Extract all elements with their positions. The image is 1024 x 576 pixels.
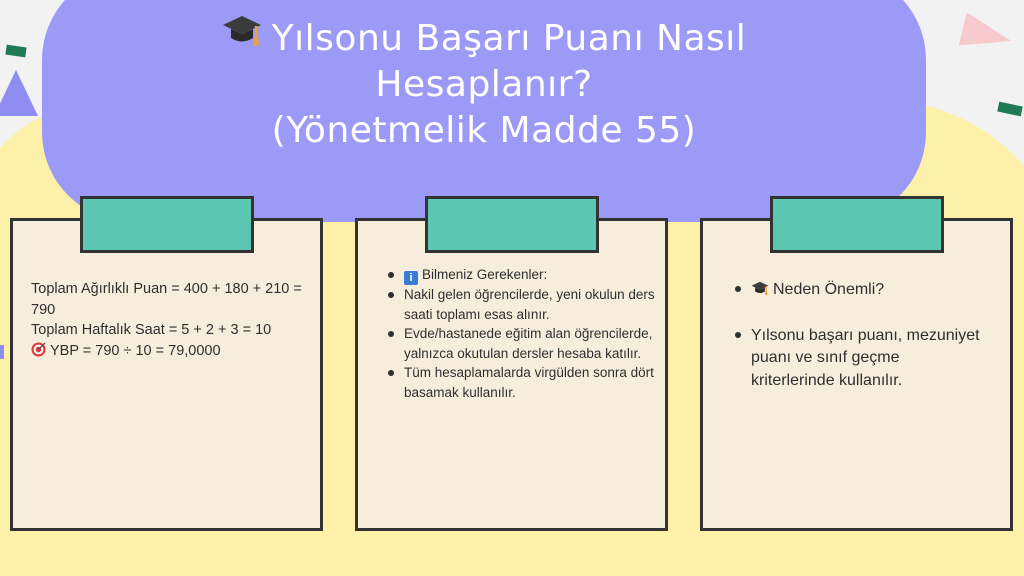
green-confetti-right bbox=[997, 102, 1023, 117]
card-tab-2 bbox=[425, 196, 599, 253]
purple-edge-decoration bbox=[0, 345, 4, 359]
list-item: Evde/hastanede eğitim alan öğrencilerde, yalnızca okutulan dersler hesaba katılır. bbox=[386, 324, 656, 363]
notes-heading: Bilmeniz Gerekenler: bbox=[422, 267, 548, 282]
importance-card bbox=[700, 218, 1013, 531]
title-line-2: Hesaplanır? bbox=[375, 64, 593, 105]
graduation-cap-icon bbox=[751, 280, 769, 304]
title-text-line-1: Yılsonu Başarı Puanı Nasıl bbox=[271, 18, 747, 59]
card-tab-3 bbox=[770, 196, 944, 253]
purple-triangle-decoration bbox=[0, 70, 38, 116]
importance-heading: Neden Önemli? bbox=[773, 281, 885, 298]
calculation-text bbox=[31, 279, 313, 363]
target-icon bbox=[31, 342, 46, 364]
card-tab-1 bbox=[80, 196, 254, 253]
importance-list bbox=[733, 279, 983, 392]
weekly-hours-line: Toplam Haftalık Saat = 5 + 2 + 3 = 10 bbox=[31, 322, 272, 338]
info-icon: i bbox=[404, 271, 418, 285]
list-item: Nakil gelen öğrencilerde, yeni okulun ders saati toplamı esas alınır. bbox=[386, 285, 656, 324]
green-confetti-left bbox=[5, 45, 26, 58]
pink-triangle-decoration bbox=[959, 12, 1016, 57]
title-line-1 bbox=[222, 16, 747, 62]
ybp-text: YBP = 790 ÷ 10 = 79,0000 bbox=[50, 342, 221, 359]
list-item bbox=[386, 265, 656, 285]
graduation-cap-icon bbox=[222, 12, 262, 60]
notes-list bbox=[386, 265, 656, 403]
weighted-score-line: Toplam Ağırlıklı Puan = 400 + 180 + 210 = 790 bbox=[31, 281, 302, 318]
list-item bbox=[733, 279, 983, 304]
notes-card bbox=[355, 218, 668, 531]
list-item: Yılsonu başarı puanı, mezuniyet puanı ve sınıf geçme kriterlerinde kullanılır. bbox=[733, 325, 983, 393]
list-item: Tüm hesaplamalarda virgülden sonra dört basamak kullanılır. bbox=[386, 363, 656, 402]
calculation-card bbox=[10, 218, 323, 531]
ybp-line bbox=[31, 341, 313, 364]
title-bubble bbox=[42, 0, 926, 222]
title-line-3: (Yönetmelik Madde 55) bbox=[271, 110, 697, 151]
